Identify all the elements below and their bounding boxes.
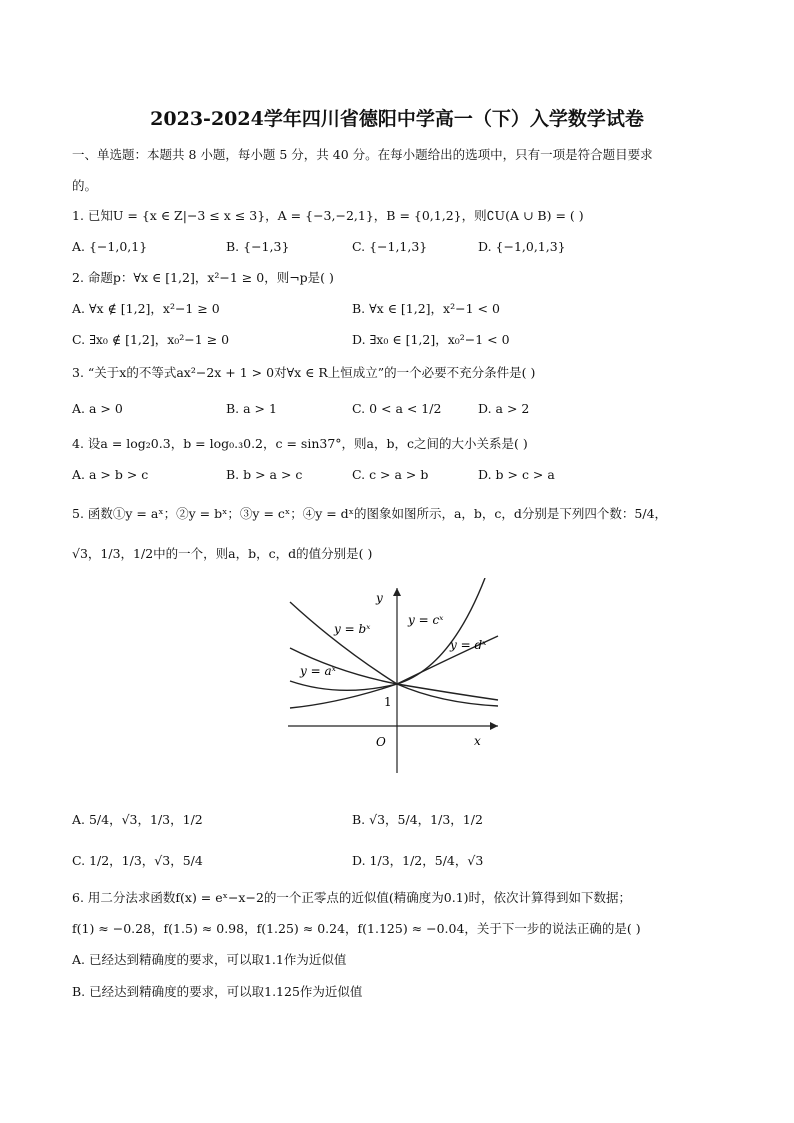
question-3-option-d: D. a > 2 [478, 401, 530, 416]
question-4-option-b: B. b > a > c [226, 467, 303, 482]
question-4-option-a: A. a > b > c [72, 467, 149, 482]
exponential-graph [280, 578, 510, 778]
question-1-option-a: A. {−1,0,1} [72, 239, 148, 254]
question-1-option-c: C. {−1,1,3} [352, 239, 428, 254]
page-title: 2023-2024学年四川省德阳中学高一（下）入学数学试卷 [150, 108, 644, 130]
question-6-option-a: A. 已经达到精确度的要求，可以取1.1作为近似值 [72, 952, 347, 967]
question-3-option-b: B. a > 1 [226, 401, 277, 416]
question-2-stem: 2. 命题p：∀x ∈ [1,2]，x²−1 ≥ 0，则¬p是( ) [72, 270, 334, 285]
question-3-stem: 3. “关于x的不等式ax²−2x + 1 > 0对∀x ∈ R上恒成立”的一个必要不充分条件是( ) [72, 365, 536, 380]
question-6-stem: 6. 用二分法求函数f(x) = eˣ−x−2的一个正零点的近似值(精确度为0.1)时，依次计算得到如下数据； [72, 890, 632, 905]
question-1-stem: 1. 已知U = {x ∈ Z|−3 ≤ x ≤ 3}，A = {−3,−2,1}，B = {0,1,2}，则∁U(A ∪ B) = ( ) [72, 208, 584, 223]
curve-c-label: y = cˣ [408, 613, 444, 627]
curve-a-label: y = aˣ [300, 664, 336, 678]
question-4-option-d: D. b > c > a [478, 467, 555, 482]
question-5-stem-cont: √3，1/3，1/2中的一个，则a，b，c，d的值分别是( ) [72, 546, 373, 561]
question-5-option-b: B. √3，5/4，1/3，1/2 [352, 812, 483, 827]
question-5-option-c: C. 1/2，1/3，√3，5/4 [72, 853, 203, 868]
x-axis-arrow [490, 722, 498, 730]
curve-b-label: y = bˣ [334, 622, 371, 636]
question-4-stem: 4. 设a = log₂0.3，b = log₀.₃0.2，c = sin37°，则a，b，c之间的大小关系是( ) [72, 436, 528, 451]
axis-x-label: x [474, 734, 481, 748]
y-axis-arrow [393, 588, 401, 596]
question-3-option-a: A. a > 0 [72, 401, 123, 416]
question-5-option-a: A. 5/4，√3，1/3，1/2 [72, 812, 203, 827]
section-heading: 一、单选题：本题共 8 小题，每小题 5 分，共 40 分。在每小题给出的选项中，只有一项是符合题目要求 [72, 147, 653, 162]
question-1-option-b: B. {−1,3} [226, 239, 290, 254]
question-5-option-d: D. 1/3，1/2，5/4，√3 [352, 853, 484, 868]
question-6-option-b: B. 已经达到精确度的要求，可以取1.125作为近似值 [72, 984, 363, 999]
question-1-option-d: D. {−1,0,1,3} [478, 239, 566, 254]
one-label: 1 [384, 695, 392, 709]
question-2-option-b: B. ∀x ∈ [1,2]，x²−1 < 0 [352, 301, 500, 316]
question-5-stem: 5. 函数①y = aˣ；②y = bˣ；③y = cˣ；④y = dˣ的图象如图所示，a，b，c，d分别是下列四个数：5/4， [72, 506, 668, 521]
question-6-stem-cont: f(1) ≈ −0.28，f(1.5) ≈ 0.98，f(1.25) ≈ 0.24，f(1.125) ≈ −0.04，关于下一步的说法正确的是( ) [72, 921, 641, 936]
question-2-option-a: A. ∀x ∉ [1,2]，x²−1 ≥ 0 [72, 301, 220, 316]
section-heading-cont: 的。 [72, 178, 98, 193]
question-2-option-d: D. ∃x₀ ∈ [1,2]，x₀²−1 < 0 [352, 332, 510, 347]
origin-label: O [376, 735, 386, 749]
question-3-option-c: C. 0 < a < 1/2 [352, 401, 442, 416]
question-4-option-c: C. c > a > b [352, 467, 429, 482]
curve-d-label: y = dˣ [450, 638, 487, 652]
axis-y-label: y [376, 591, 383, 605]
question-2-option-c: C. ∃x₀ ∉ [1,2]，x₀²−1 ≥ 0 [72, 332, 230, 347]
